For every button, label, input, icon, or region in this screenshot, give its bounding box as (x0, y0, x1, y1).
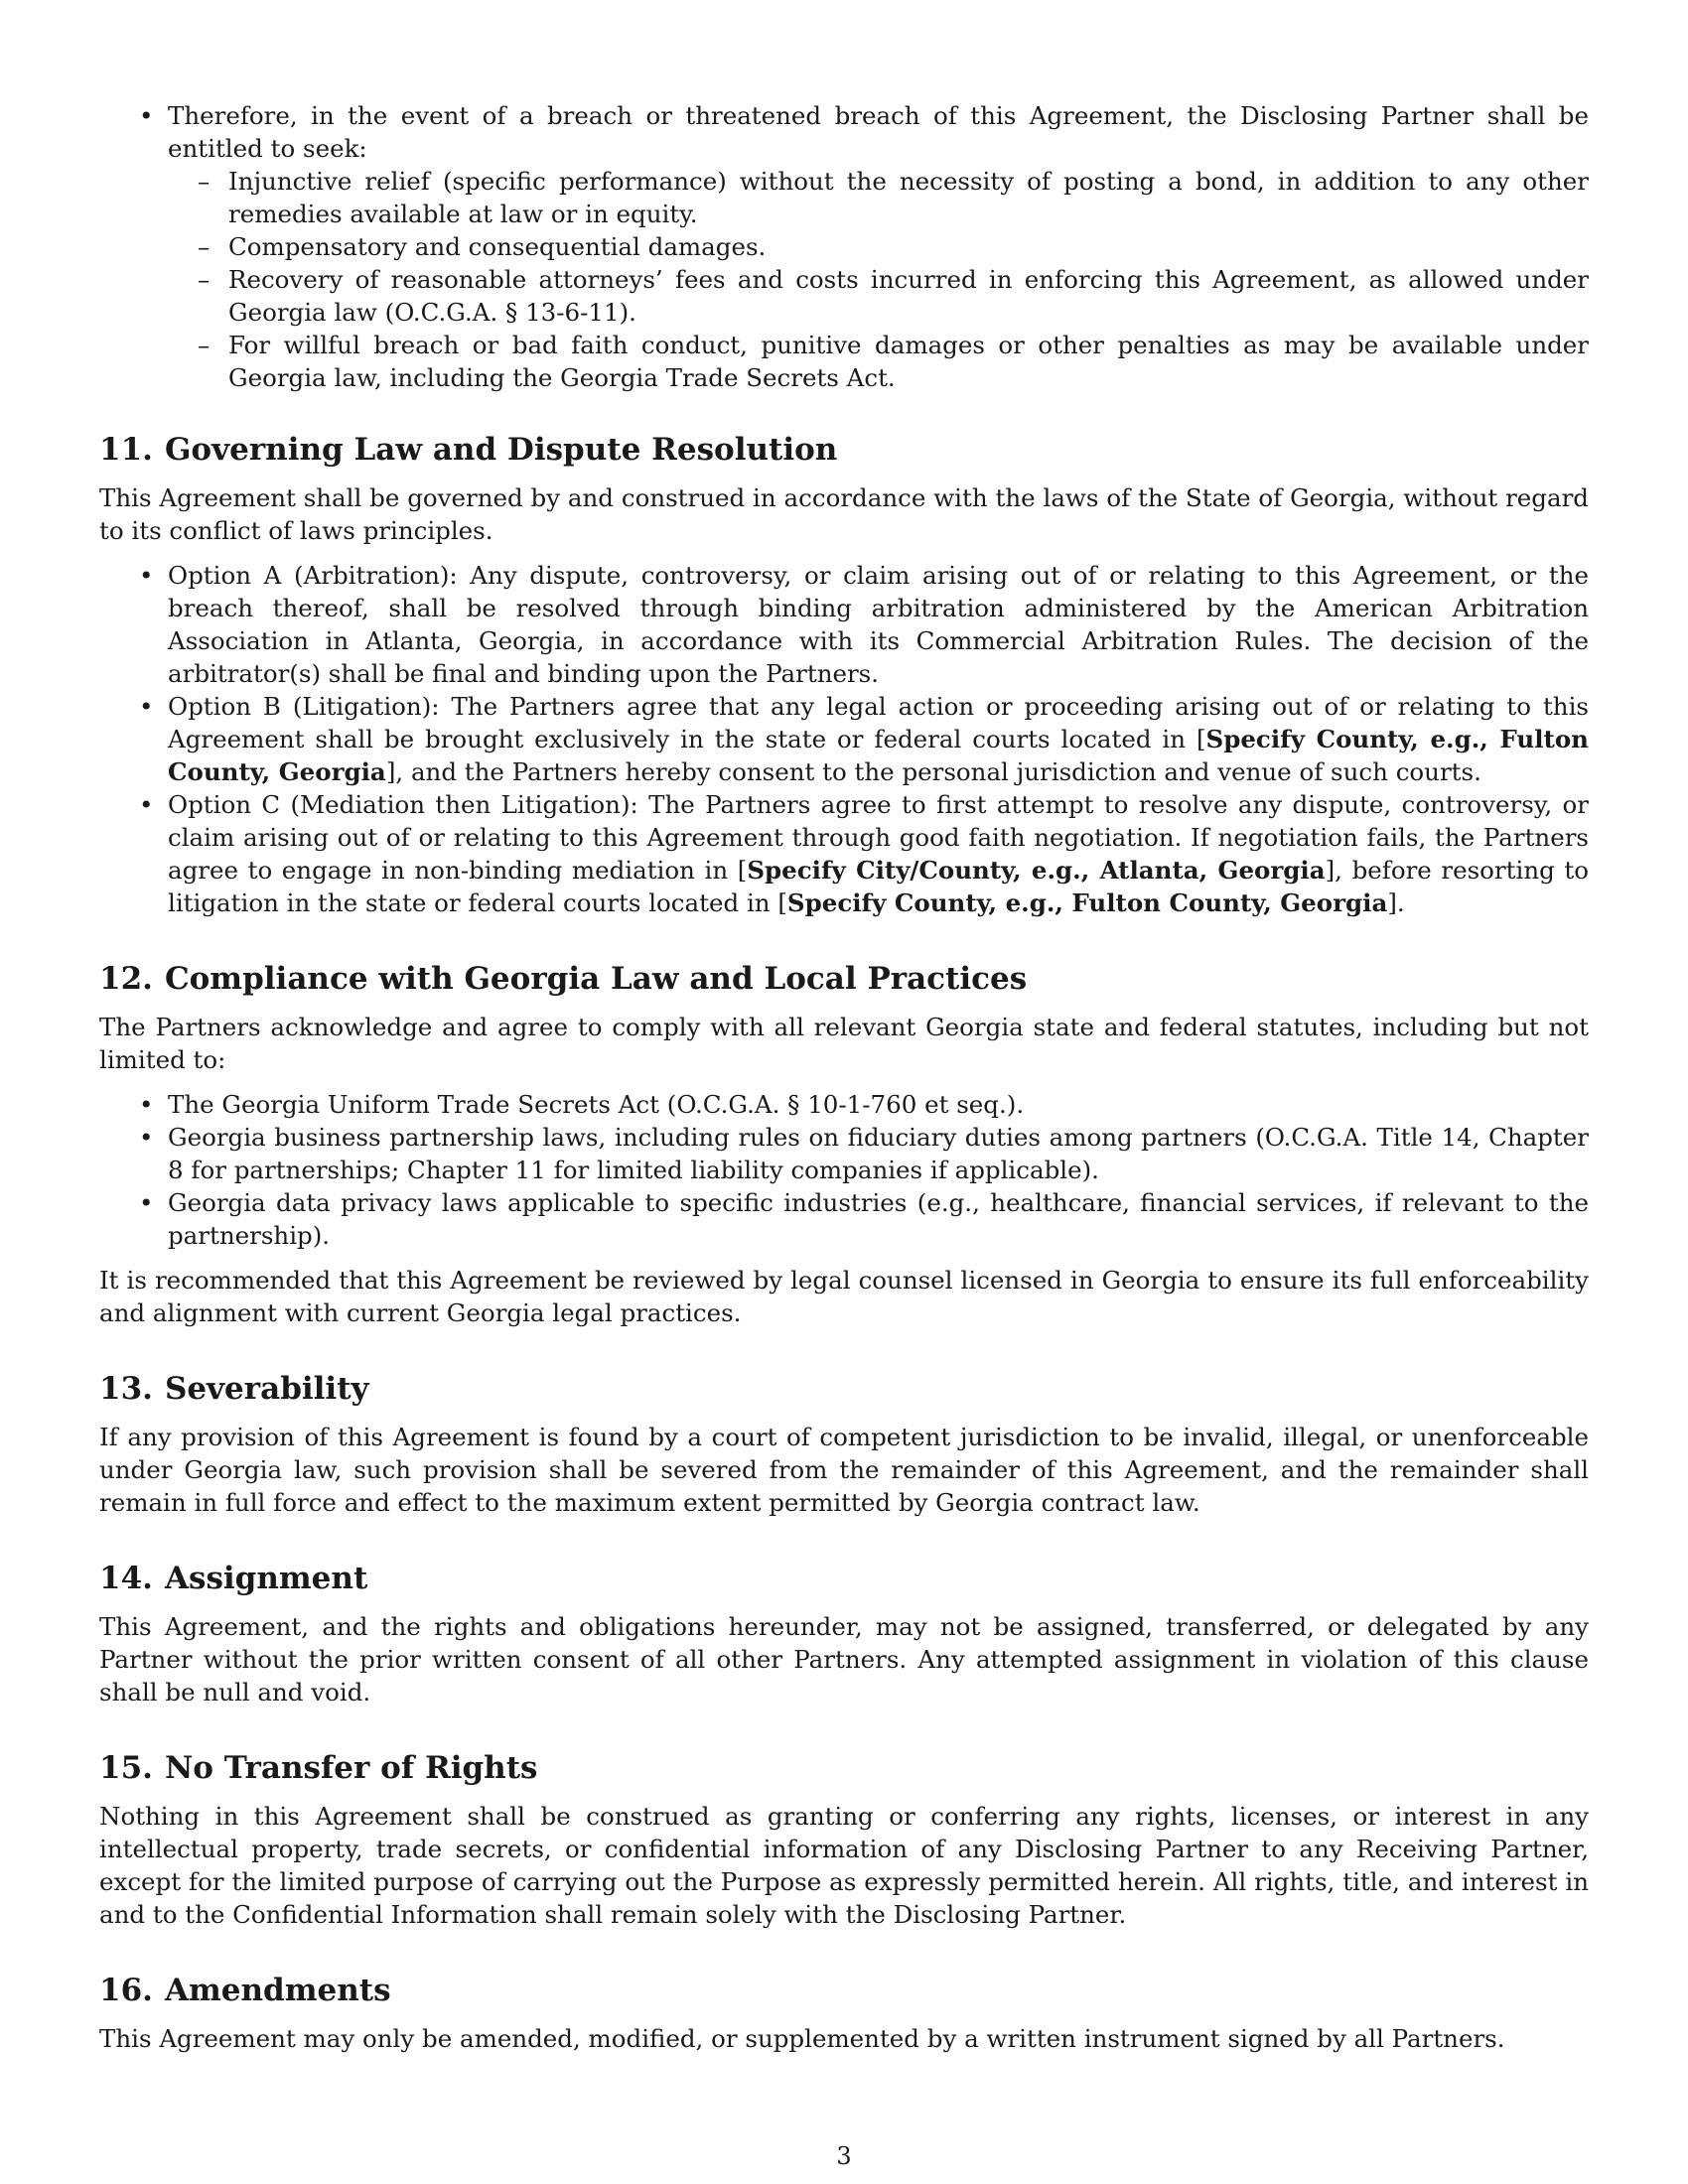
section-title: Assignment (164, 1561, 368, 1596)
compliance-list (99, 1088, 1589, 1252)
section-12-heading (99, 959, 1589, 999)
option-c-text-mid: ], before resorting to litigation in the state or federal courts located in [ (168, 856, 1589, 917)
section-14-heading (99, 1559, 1589, 1598)
section-title: No Transfer of Rights (164, 1750, 538, 1786)
section-title: Amendments (164, 1973, 391, 2008)
section-number: 12. (99, 961, 153, 997)
list-item: – For willful breach or bad faith conduct, punitive damages or other penalties as may be available under Georgia law, including the Georgia Trade Secrets Act. (168, 329, 1589, 394)
section-number: 15. (99, 1750, 153, 1786)
section-13-heading (99, 1369, 1589, 1409)
list-item: • Georgia data privacy laws applicable to specific industries (e.g., healthcare, financial services, if relevant to the partnership). (99, 1186, 1589, 1252)
option-b-text: Option B (Litigation): The Partners agree that any legal action or proceeding arising out of or relating to this Agreement shall be brought exclusively in the state or federal courts located in [ (168, 692, 1589, 753)
section-number: 16. (99, 1973, 153, 2008)
list-item: – Recovery of reasonable attorneys’ fees and costs incurred in enforcing this Agreement, as allowed under Georgia law (O.C.G.A. § 13-6-11). (168, 263, 1589, 329)
placeholder-county: Specify County, e.g., Fulton County, Georgia (168, 725, 1589, 786)
section-15-heading (99, 1748, 1589, 1788)
remedies-intro-text: Therefore, in the event of a breach or threatened breach of this Agreement, the Disclosing Partner shall be entitled to seek: (168, 101, 1589, 163)
section-number: 14. (99, 1561, 153, 1596)
option-b-text-end: ], and the Partners hereby consent to the personal jurisdiction and venue of such courts. (385, 757, 1481, 786)
section-14-body: This Agreement, and the rights and obligations hereunder, may not be assigned, transferred, or delegated by any Partner without the prior written consent of all other Partners. Any attempted assignment in violation of this clause shall be null and void. (99, 1612, 1589, 1706)
section-title: Governing Law and Dispute Resolution (164, 432, 838, 468)
section-12-closing: It is recommended that this Agreement be reviewed by legal counsel licensed in Georgia to ensure its full enforceability and alignment with current Georgia legal practices. (99, 1266, 1589, 1327)
option-b-item (99, 690, 1589, 788)
list-item: – Injunctive relief (specific performance) without the necessity of posting a bond, in addition to any other remedies available at law or in equity. (168, 165, 1589, 230)
section-16-body: This Agreement may only be amended, modified, or supplemented by a written instrument signed by all Partners. (99, 2024, 1505, 2053)
option-c-text-end: ]. (1387, 888, 1405, 917)
list-item: – Compensatory and consequential damages. (168, 230, 1589, 263)
section-12-intro: The Partners acknowledge and agree to comply with all relevant Georgia state and federal statutes, including but not limited to: (99, 1013, 1589, 1074)
section-11-intro: This Agreement shall be governed by and construed in accordance with the laws of the State of Georgia, without regard to its conflict of laws principles. (99, 483, 1589, 545)
list-item (99, 99, 1589, 394)
option-c-text: Option C (Mediation then Litigation): The Partners agree to first attempt to resolve any dispute, controversy, or claim arising out of or relating to this Agreement through good faith negotiation. If negotiation fails, the Partners agree to engage in non-binding mediation in [ (168, 790, 1589, 885)
document-page (99, 99, 1589, 2055)
remedies-list (99, 99, 1589, 394)
section-title: Compliance with Georgia Law and Local Practices (164, 961, 1028, 997)
section-13-body: If any provision of this Agreement is found by a court of competent jurisdiction to be invalid, illegal, or unenforceable under Georgia law, such provision shall be severed from the remainder of this Agreement, and the remainder shall remain in full force and effect to the maximum extent permitted by Georgia contract law. (99, 1423, 1589, 1517)
option-a-item: • Option A (Arbitration): Any dispute, controversy, or claim arising out of or relating to this Agreement, or the breach thereof, shall be resolved through binding arbitration administered by the American Arbitration Association in Atlanta, Georgia, in accordance with its Commercial Arbitration Rules. The decision of the arbitrator(s) shall be final and binding upon the Partners. (99, 559, 1589, 690)
section-16-heading (99, 1971, 1589, 2010)
section-15-body: Nothing in this Agreement shall be construed as granting or conferring any rights, licenses, or interest in any intellectual property, trade secrets, or confidential information of any Disclosing Partner to any Receiving Partner, except for the limited purpose of carrying out the Purpose as expressly permitted herein. All rights, title, and interest in and to the Confidential Information shall remain solely with the Disclosing Partner. (99, 1802, 1589, 1929)
page-number: 3 (836, 2142, 852, 2170)
section-number: 11. (99, 432, 153, 468)
section-title: Severability (164, 1371, 369, 1407)
list-item: • The Georgia Uniform Trade Secrets Act (O.C.G.A. § 10-1-760 et seq.). (99, 1088, 1589, 1121)
placeholder-county: Specify County, e.g., Fulton County, Georgia (786, 888, 1388, 917)
list-item: • Georgia business partnership laws, including rules on fiduciary duties among partners (O.C.G.A. Title 14, Chapter 8 for partnerships; Chapter 11 for limited liability companies if applicable). (99, 1121, 1589, 1186)
placeholder-city: Specify City/County, e.g., Atlanta, Georgia (747, 856, 1326, 885)
dispute-options-list (99, 559, 1589, 919)
section-11-heading (99, 430, 1589, 470)
option-c-item (99, 788, 1589, 919)
remedies-sublist (168, 165, 1589, 394)
section-number: 13. (99, 1371, 153, 1407)
